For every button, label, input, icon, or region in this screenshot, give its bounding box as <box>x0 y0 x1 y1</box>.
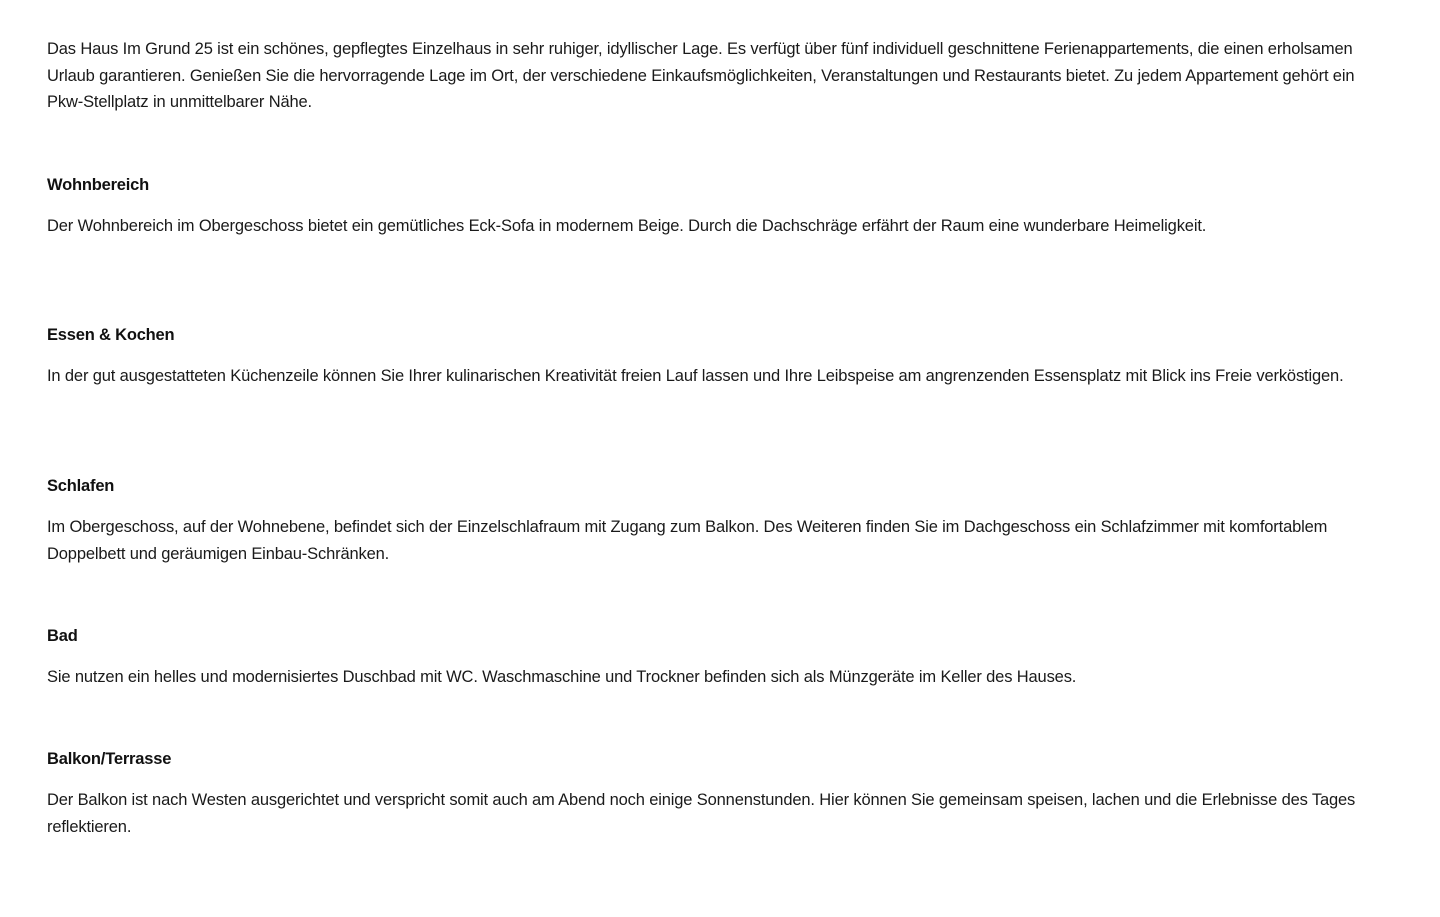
section-balkon-terrasse <box>47 748 1367 840</box>
intro-paragraph: Das Haus Im Grund 25 ist ein schönes, gepflegtes Einzelhaus in sehr ruhiger, idyllischer Lage. Es verfügt über fünf individuell geschnittene Ferienappartements, die einen erholsamen Urlaub garantieren. Genießen Sie die hervorragende Lage im Ort, der verschiedene Einkaufsmöglichkeiten, Veranstaltungen und Restaurants bietet. Zu jedem Appartement gehört ein Pkw-Stellplatz in unmittelbarer Nähe. <box>47 40 1355 112</box>
section-title: Bad <box>47 627 78 645</box>
section-title: Essen & Kochen <box>47 326 175 344</box>
section-text: Sie nutzen ein helles und modernisiertes Duschbad mit WC. Waschmaschine und Trockner befinden sich als Münzgeräte im Keller des Hauses. <box>47 668 1077 686</box>
section-schlafen <box>47 475 1367 567</box>
section-text: Der Wohnbereich im Obergeschoss bietet ein gemütliches Eck-Sofa in modernem Beige. Durch die Dachschräge erfährt der Raum eine wunderbare Heimeligkeit. <box>47 217 1207 235</box>
section-text: Der Balkon ist nach Westen ausgerichtet und verspricht somit auch am Abend noch einige Sonnenstunden. Hier können Sie gemeinsam speisen, lachen und die Erlebnisse des Tages reflektieren. <box>47 791 1356 836</box>
section-title: Wohnbereich <box>47 176 150 194</box>
section-essen-kochen <box>47 324 1367 390</box>
document-page <box>0 0 1367 116</box>
section-wohnbereich <box>47 174 1367 240</box>
section-bad <box>47 625 1367 691</box>
section-title: Schlafen <box>47 477 115 495</box>
section-text: In der gut ausgestatteten Küchenzeile können Sie Ihrer kulinarischen Kreativität freien Lauf lassen und Ihre Leibspeise am angrenzenden Essensplatz mit Blick ins Freie verköstigen. <box>47 367 1344 385</box>
section-title: Balkon/Terrasse <box>47 750 172 768</box>
section-text: Im Obergeschoss, auf der Wohnebene, befindet sich der Einzelschlafraum mit Zugang zum Balkon. Des Weiteren finden Sie im Dachgeschoss ein Schlafzimmer mit komfortablem Doppelbett und geräumigen Einbau-Schränken. <box>47 518 1328 563</box>
